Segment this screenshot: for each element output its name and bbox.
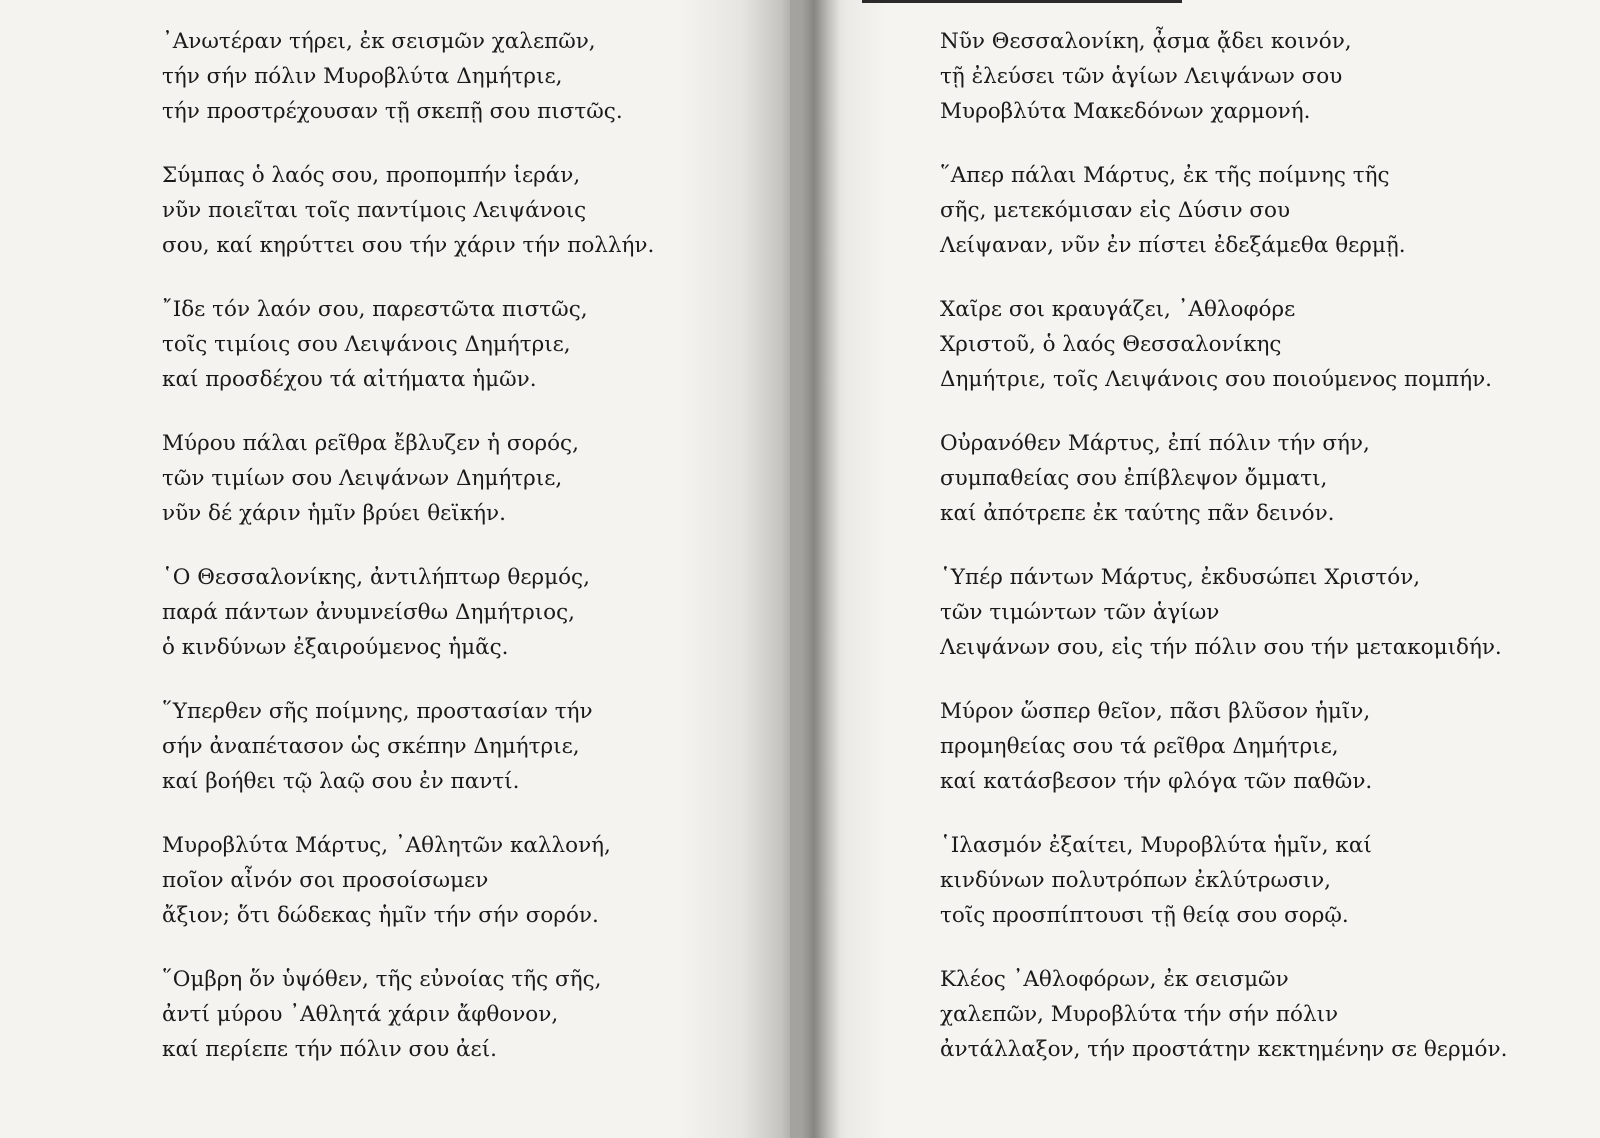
verse-line: καί περίεπε τήν πόλιν σου ἀεί. — [162, 1037, 497, 1062]
stanza — [162, 158, 654, 263]
stanza — [940, 292, 1492, 397]
stanza — [940, 828, 1372, 933]
left-page — [0, 0, 790, 1138]
verse-line: Κλέος ᾿Αθλοφόρων, ἐκ σεισμῶν — [940, 967, 1289, 992]
verse-line: καί κατάσβεσον τήν φλόγα τῶν παθῶν. — [940, 769, 1373, 794]
verse-line: Οὐρανόθεν Μάρτυς, ἐπί πόλιν τήν σήν, — [940, 431, 1370, 456]
stanza — [940, 24, 1352, 129]
verse-line: ἀντί μύρου ᾿Αθλητά χάριν ἄφθονον, — [162, 1002, 559, 1027]
verse-line: Λείψαναν, νῦν ἐν πίστει ἐδεξάμεθα θερμῇ. — [940, 233, 1406, 258]
stanza — [162, 560, 590, 665]
verse-line: σῆς, μετεκόμισαν εἰς Δύσιν σου — [940, 198, 1291, 223]
verse-line: τήν προστρέχουσαν τῇ σκεπῇ σου πιστῶς. — [162, 99, 623, 124]
verse-line: σου, καί κηρύττει σου τήν χάριν τήν πολλήν. — [162, 233, 655, 258]
verse-line: ῾Ιλασμόν ἐξαίτει, Μυροβλύτα ἡμῖν, καί — [940, 833, 1372, 858]
verse-line: Μυροβλύτα Μάρτυς, ᾿Αθλητῶν καλλονή, — [162, 833, 611, 858]
verse-line: ἄξιον; ὅτι δώδεκας ἡμῖν τήν σήν σορόν. — [162, 903, 599, 928]
verse-line: Λειψάνων σου, εἰς τήν πόλιν σου τήν μετακομιδήν. — [940, 635, 1502, 660]
verse-line: ὁ κινδύνων ἐξαιρούμενος ἡμᾶς. — [162, 635, 509, 660]
verse-line: Μύρον ὥσπερ θεῖον, πᾶσι βλῦσον ἡμῖν, — [940, 699, 1371, 724]
verse-line: ῞Υπερθεν σῆς ποίμνης, προστασίαν τήν — [162, 699, 593, 724]
verse-line: Μυροβλύτα Μακεδόνων χαρμονή. — [940, 99, 1311, 124]
stanza — [940, 962, 1507, 1067]
verse-line: ἀντάλλαξον, τήν προστάτην κεκτημένην σε θερμόν. — [940, 1037, 1508, 1062]
verse-line: νῦν δέ χάριν ἡμῖν βρύει θεϊκήν. — [162, 501, 506, 526]
stanza — [940, 560, 1502, 665]
verse-line: προμηθείας σου τά ρεῖθρα Δημήτριε, — [940, 734, 1339, 759]
verse-line: ῾Υπέρ πάντων Μάρτυς, ἐκδυσώπει Χριστόν, — [940, 565, 1421, 590]
verse-line: κινδύνων πολυτρόπων ἐκλύτρωσιν, — [940, 868, 1332, 893]
verse-line: Νῦν Θεσσαλονίκη, ᾆσμα ᾄδει κοινόν, — [940, 29, 1352, 54]
stanza — [162, 292, 588, 397]
verse-line: τῇ ἐλεύσει τῶν ἁγίων Λειψάνων σου — [940, 64, 1343, 89]
verse-line: ῞Ομβρη ὅν ὑψόθεν, τῆς εὐνοίας τῆς σῆς, — [162, 967, 602, 992]
book-gutter-shadow — [782, 0, 840, 1138]
verse-line: καί ἀπότρεπε ἐκ ταύτης πᾶν δεινόν. — [940, 501, 1335, 526]
verse-line: ποῖον αἶνόν σοι προσοίσωμεν — [162, 868, 489, 893]
verse-line: τοῖς προσπίπτουσι τῇ θείᾳ σου σορῷ. — [940, 903, 1349, 928]
stanza — [940, 694, 1372, 799]
verse-line: συμπαθείας σου ἐπίβλεψον ὄμματι, — [940, 466, 1328, 491]
verse-line: τήν σήν πόλιν Μυροβλύτα Δημήτριε, — [162, 64, 563, 89]
verse-line: Χριστοῦ, ὁ λαός Θεσσαλονίκης — [940, 332, 1282, 357]
stanza — [162, 426, 579, 531]
verse-line: Χαῖρε σοι κραυγάζει, ᾿Αθλοφόρε — [940, 297, 1296, 322]
verse-line: χαλεπῶν, Μυροβλύτα τήν σήν πόλιν — [940, 1002, 1339, 1027]
verse-line: ᾿Ανωτέραν τήρει, ἐκ σεισμῶν χαλεπῶν, — [162, 29, 596, 54]
stanza — [162, 828, 611, 933]
verse-line: καί βοήθει τῷ λαῷ σου ἐν παντί. — [162, 769, 520, 794]
verse-line: ῎Ιδε τόν λαόν σου, παρεστῶτα πιστῶς, — [162, 297, 588, 322]
verse-line: τοῖς τιμίοις σου Λειψάνοις Δημήτριε, — [162, 332, 571, 357]
stanza — [162, 694, 593, 799]
verse-line: καί προσδέχου τά αἰτήματα ἡμῶν. — [162, 367, 537, 392]
verse-line: ῾Ο Θεσσαλονίκης, ἀντιλήπτωρ θερμός, — [162, 565, 590, 590]
verse-line: νῦν ποιεῖται τοῖς παντίμοις Λειψάνοις — [162, 198, 587, 223]
stanza — [940, 426, 1370, 531]
stanza — [940, 158, 1406, 263]
verse-line: παρά πάντων ἀνυμνείσθω Δημήτριος, — [162, 600, 575, 625]
verse-line: Σύμπας ὁ λαός σου, προπομπήν ἱεράν, — [162, 163, 581, 188]
verse-line: τῶν τιμίων σου Λειψάνων Δημήτριε, — [162, 466, 563, 491]
verse-line: ῞Απερ πάλαι Μάρτυς, ἐκ τῆς ποίμνης τῆς — [940, 163, 1390, 188]
page-top-rule — [862, 0, 1182, 3]
verse-line: Μύρου πάλαι ρεῖθρα ἔβλυζεν ἡ σορός, — [162, 431, 579, 456]
verse-line: σήν ἀναπέτασον ὡς σκέπην Δημήτριε, — [162, 734, 580, 759]
verse-line: τῶν τιμώντων τῶν ἁγίων — [940, 600, 1220, 625]
verse-line: Δημήτριε, τοῖς Λειψάνοις σου ποιούμενος πομπήν. — [940, 367, 1492, 392]
stanza — [162, 24, 623, 129]
stanza — [162, 962, 601, 1067]
